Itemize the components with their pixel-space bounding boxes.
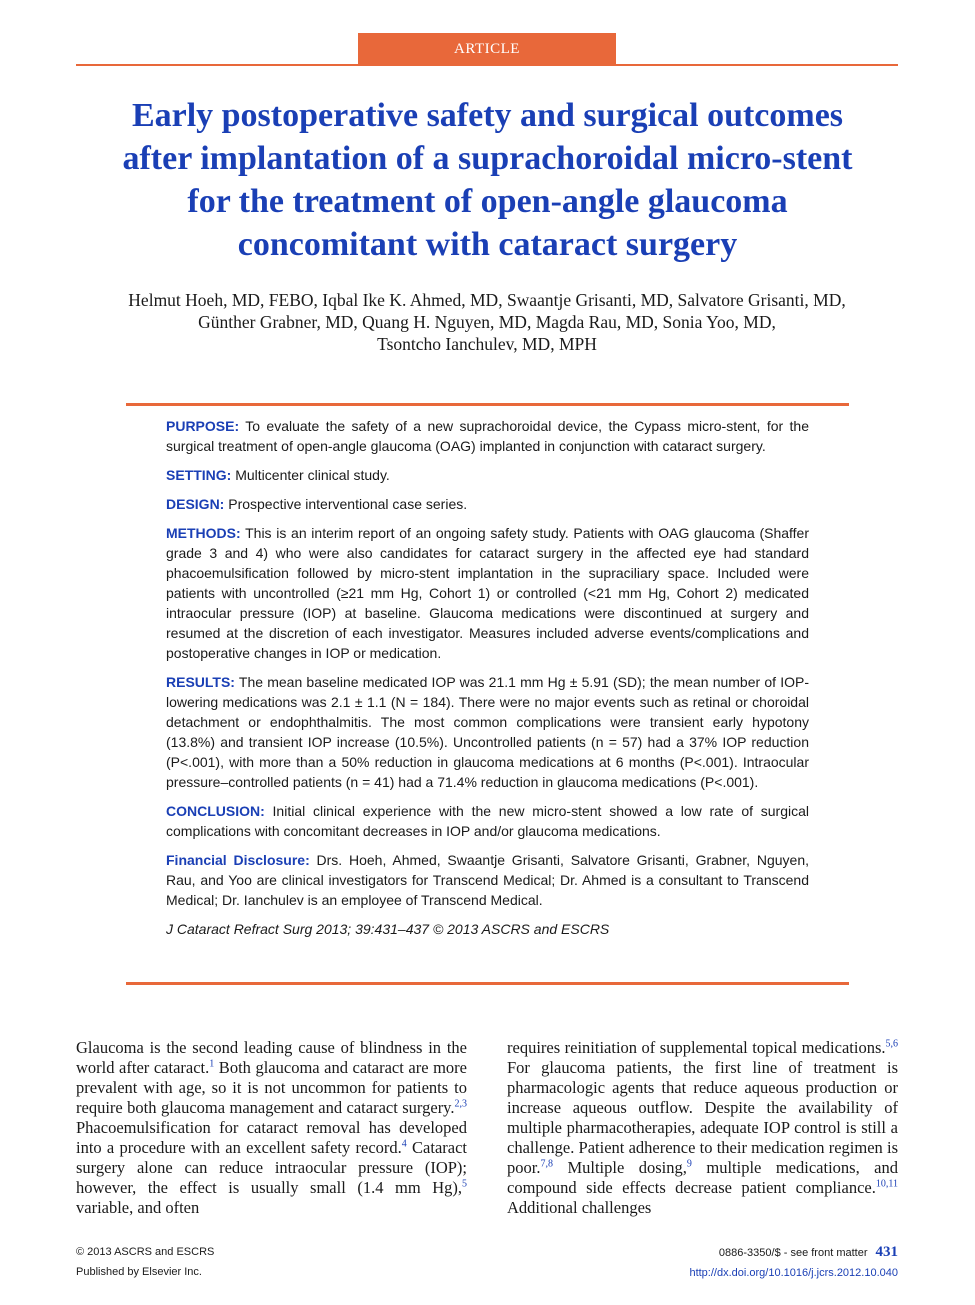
citation-ref[interactable]: 5 xyxy=(462,1178,467,1190)
footer-issn-line xyxy=(560,1242,898,1263)
setting-label: SETTING: xyxy=(166,467,232,483)
citation-ref[interactable]: 7,8 xyxy=(540,1158,553,1170)
citation-ref[interactable]: 4 xyxy=(401,1138,407,1150)
body-text-run: variable, and often xyxy=(76,1198,200,1217)
abstract-results xyxy=(166,672,809,792)
results-text: The mean baseline medicated IOP was 21.1 mm Hg ± 5.91 (SD); the mean number of IOP-lowering medications was 2.1 ± 1.1 (N = 184). There were no major events such as retinal or choroidal detachment or endophthalmitis. The most common complications were transient early hypotony (13.8%) and transient IOP increase (10.5%). Uncontrolled patients (n = 57) had a 37% IOP reduction (P<.001), with more than a 50% reduction in glaucoma medications at 6 months (P<.001). Intraocular pressure–controlled patients (n = 41) had a 71.4% reduction in glaucoma medications (P<.001). xyxy=(166,674,809,790)
purpose-label: PURPOSE: xyxy=(166,418,240,434)
title-line: Early postoperative safety and surgical outcomes xyxy=(131,97,844,134)
abstract-design xyxy=(166,494,809,514)
body-text-run: multiple medications, and compound side effects decrease patient compliance. xyxy=(507,1158,898,1197)
journal-citation: J Cataract Refract Surg 2013; 39:431–437 © 2013 ASCRS and ESCRS xyxy=(166,921,610,937)
conclusion-label: CONCLUSION: xyxy=(166,803,265,819)
methods-text: This is an interim report of an ongoing safety study. Patients with OAG glaucoma (Shaffer grade 3 and 4) who were also candidates for cataract surgery in the affected eye had standard phacoemulsification followed by micro-stent implantation in the supraciliary space. Included were patients with uncontrolled (≥21 mm Hg, Cohort 1) or controlled (<21 mm Hg, Cohort 2) medicated intraocular pressure (IOP) at baseline. Glaucoma medications were discontinued at surgery and resumed at the discretion of each investigator. Measures included adverse events/complications and postoperative changes in IOP or medication. xyxy=(166,525,809,661)
abstract-bottom-rule xyxy=(126,982,849,985)
citation-ref[interactable]: 10,11 xyxy=(875,1178,898,1190)
citation-ref[interactable]: 1 xyxy=(209,1058,215,1070)
financial-label: Financial Disclosure: xyxy=(166,852,310,868)
design-label: DESIGN: xyxy=(166,496,225,512)
abstract-purpose xyxy=(166,416,809,456)
body-text-run: For glaucoma patients, the first line of treatment is pharmacologic agents that reduce aqueous production or increase aqueous outflow. Despite the availability of multiple pharmacotherapies, adequate IOP control is still a challenge. Patient adherence to their medication regimen is poor. xyxy=(507,1058,898,1177)
footer-right xyxy=(560,1242,898,1283)
body-text-run: Additional challenges xyxy=(507,1198,652,1217)
abstract-setting xyxy=(166,465,809,485)
citation-ref[interactable]: 9 xyxy=(686,1158,692,1170)
body-text-run: Both glaucoma and cataract are more prevalent with age, so it is not uncommon for patients to require both glaucoma management and cataract surgery. xyxy=(76,1058,467,1117)
author-line: Helmut Hoeh, MD, FEBO, Iqbal Ike K. Ahmed, MD, Swaantje Grisanti, MD, Salvatore Grisanti, MD, xyxy=(128,290,846,310)
author-list xyxy=(76,289,898,355)
header-rule xyxy=(76,64,898,66)
purpose-text: To evaluate the safety of a new suprachoroidal device, the Cypass micro-stent, for the surgical treatment of open-angle glaucoma (OAG) implanted in conjunction with cataract surgery. xyxy=(166,418,809,454)
setting-text: Multicenter clinical study. xyxy=(235,467,390,483)
page-number: 431 xyxy=(875,1244,898,1260)
abstract-methods xyxy=(166,523,809,663)
body-column-left xyxy=(76,1038,467,1218)
design-text: Prospective interventional case series. xyxy=(228,496,468,512)
author-line: Tsontcho Ianchulev, MD, MPH xyxy=(377,334,597,354)
results-label: RESULTS: xyxy=(166,674,235,690)
doi-link[interactable]: http://dx.doi.org/10.1016/j.jcrs.2012.10.040 xyxy=(689,1267,898,1279)
body-text-run: requires reinitiation of supplemental topical medications. xyxy=(507,1038,886,1057)
financial-text: Drs. Hoeh, Ahmed, Swaantje Grisanti, Salvatore Grisanti, Grabner, Nguyen, Rau, and Yoo are clinical investigators for Transcend Medical; Dr. Ahmed is a consultant to Transcend Medical; Dr. Ianchulev is an employee of Transcend Medical. xyxy=(166,852,809,908)
footer-publisher: Published by Elsevier Inc. xyxy=(76,1266,202,1278)
title-line: concomitant with cataract surgery xyxy=(237,226,738,263)
section-tab: ARTICLE xyxy=(358,33,616,65)
abstract-financial-disclosure xyxy=(166,850,809,910)
body-text-run: Glaucoma is the second leading cause of blindness in the world after cataract. xyxy=(76,1038,467,1077)
citation-ref[interactable]: 2,3 xyxy=(454,1098,467,1110)
title-line: for the treatment of open-angle glaucoma xyxy=(187,183,788,220)
body-text-run: Cataract surgery alone can reduce intraocular pressure (IOP); however, the effect is usually small (1.4 mm Hg), xyxy=(76,1138,467,1197)
author-line: Günther Grabner, MD, Quang H. Nguyen, MD, Magda Rau, MD, Sonia Yoo, MD, xyxy=(198,312,776,332)
abstract xyxy=(166,416,809,948)
conclusion-text: Initial clinical experience with the new micro-stent showed a low rate of surgical complications with concomitant decreases in IOP and/or glaucoma medications. xyxy=(166,803,809,839)
body-text-run: Phacoemulsification for cataract removal has developed into a procedure with an excellent safety record. xyxy=(76,1118,467,1157)
abstract-top-rule xyxy=(126,403,849,406)
footer-copyright: © 2013 ASCRS and ESCRS xyxy=(76,1246,215,1258)
title-line: after implantation of a suprachoroidal micro-stent xyxy=(122,140,853,177)
citation-ref[interactable]: 5,6 xyxy=(885,1038,898,1050)
body-text-run: Multiple dosing, xyxy=(552,1158,687,1177)
footer-left xyxy=(76,1242,214,1282)
article-title xyxy=(60,94,915,266)
body-column-right xyxy=(507,1038,898,1218)
footer-issn: 0886-3350/$ - see front matter xyxy=(718,1247,868,1259)
methods-label: METHODS: xyxy=(166,525,241,541)
abstract-conclusion xyxy=(166,801,809,841)
